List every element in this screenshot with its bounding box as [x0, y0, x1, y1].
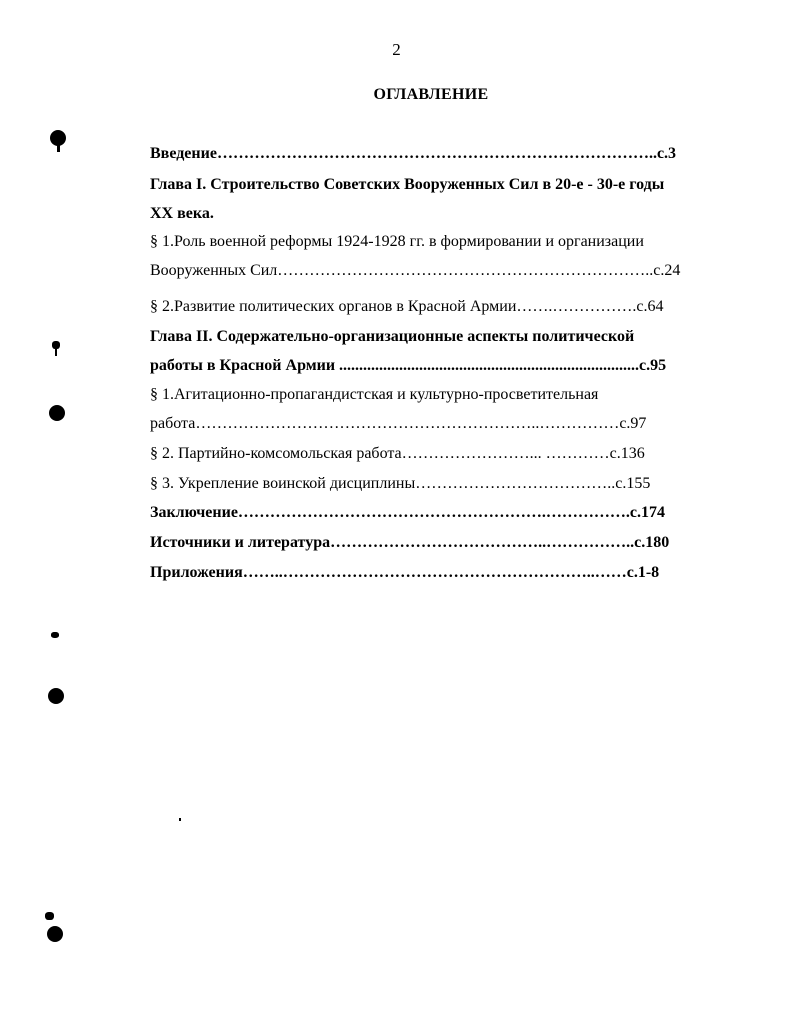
- toc-entry-section2-3: § 3. Укрепление воинской дисциплины………………………………..с.155: [150, 475, 651, 492]
- toc-entry-chapter1-line1: Глава I. Строительство Советских Вооруженных Сил в 20-е - 30-е годы: [150, 176, 665, 193]
- binder-hole-mark: [49, 405, 65, 421]
- toc-entry-sources: Источники и литература…………………………………..……………..с.180: [150, 534, 670, 551]
- toc-entry-section1-1-line1: § 1.Роль военной реформы 1924-1928 гг. в формировании и организации: [150, 233, 644, 250]
- toc-entry-section1-1-line2: Вооруженных Сил……………………………………………………………..с.24: [150, 262, 681, 279]
- page-number: 2: [392, 40, 401, 59]
- ink-blot-mark: [57, 144, 60, 152]
- toc-entry-section1-2: § 2.Развитие политических органов в Красной Армии…….…………….с.64: [150, 298, 664, 315]
- ink-blot-mark: [55, 349, 57, 356]
- toc-entry-section2-1-line2: работа………………………………………………………..……………с.97: [150, 415, 647, 432]
- binder-hole-mark: [47, 926, 63, 942]
- toc-entry-appendices: Приложения……..…………………………………………………..……с.1-8: [150, 564, 660, 581]
- toc-entry-chapter1-line2: XX века.: [150, 205, 214, 222]
- toc-entry-chapter2-line1: Глава II. Содержательно-организационные аспекты политической: [150, 328, 635, 345]
- toc-entry-section2-1-line1: § 1.Агитационно-пропагандистская и культурно-просветительная: [150, 386, 599, 403]
- toc-entry-introduction: Введение………………………………………………………………………..с.3: [150, 145, 677, 162]
- toc-entry-section2-2: § 2. Партийно-комсомольская работа……………………... …………с.136: [150, 445, 645, 462]
- ink-blot-mark: [45, 912, 54, 920]
- binder-hole-mark: [48, 688, 64, 704]
- toc-title: ОГЛАВЛЕНИЕ: [373, 86, 489, 103]
- ink-blot-mark: [51, 632, 59, 638]
- toc-entry-chapter2-line2: работы в Красной Армии ...........................................................................с.95: [150, 357, 667, 374]
- ink-speck-mark: [179, 818, 181, 821]
- ink-blot-mark: [52, 341, 60, 349]
- toc-entry-conclusion: Заключение………………………………………………….…………….с.174: [150, 504, 666, 521]
